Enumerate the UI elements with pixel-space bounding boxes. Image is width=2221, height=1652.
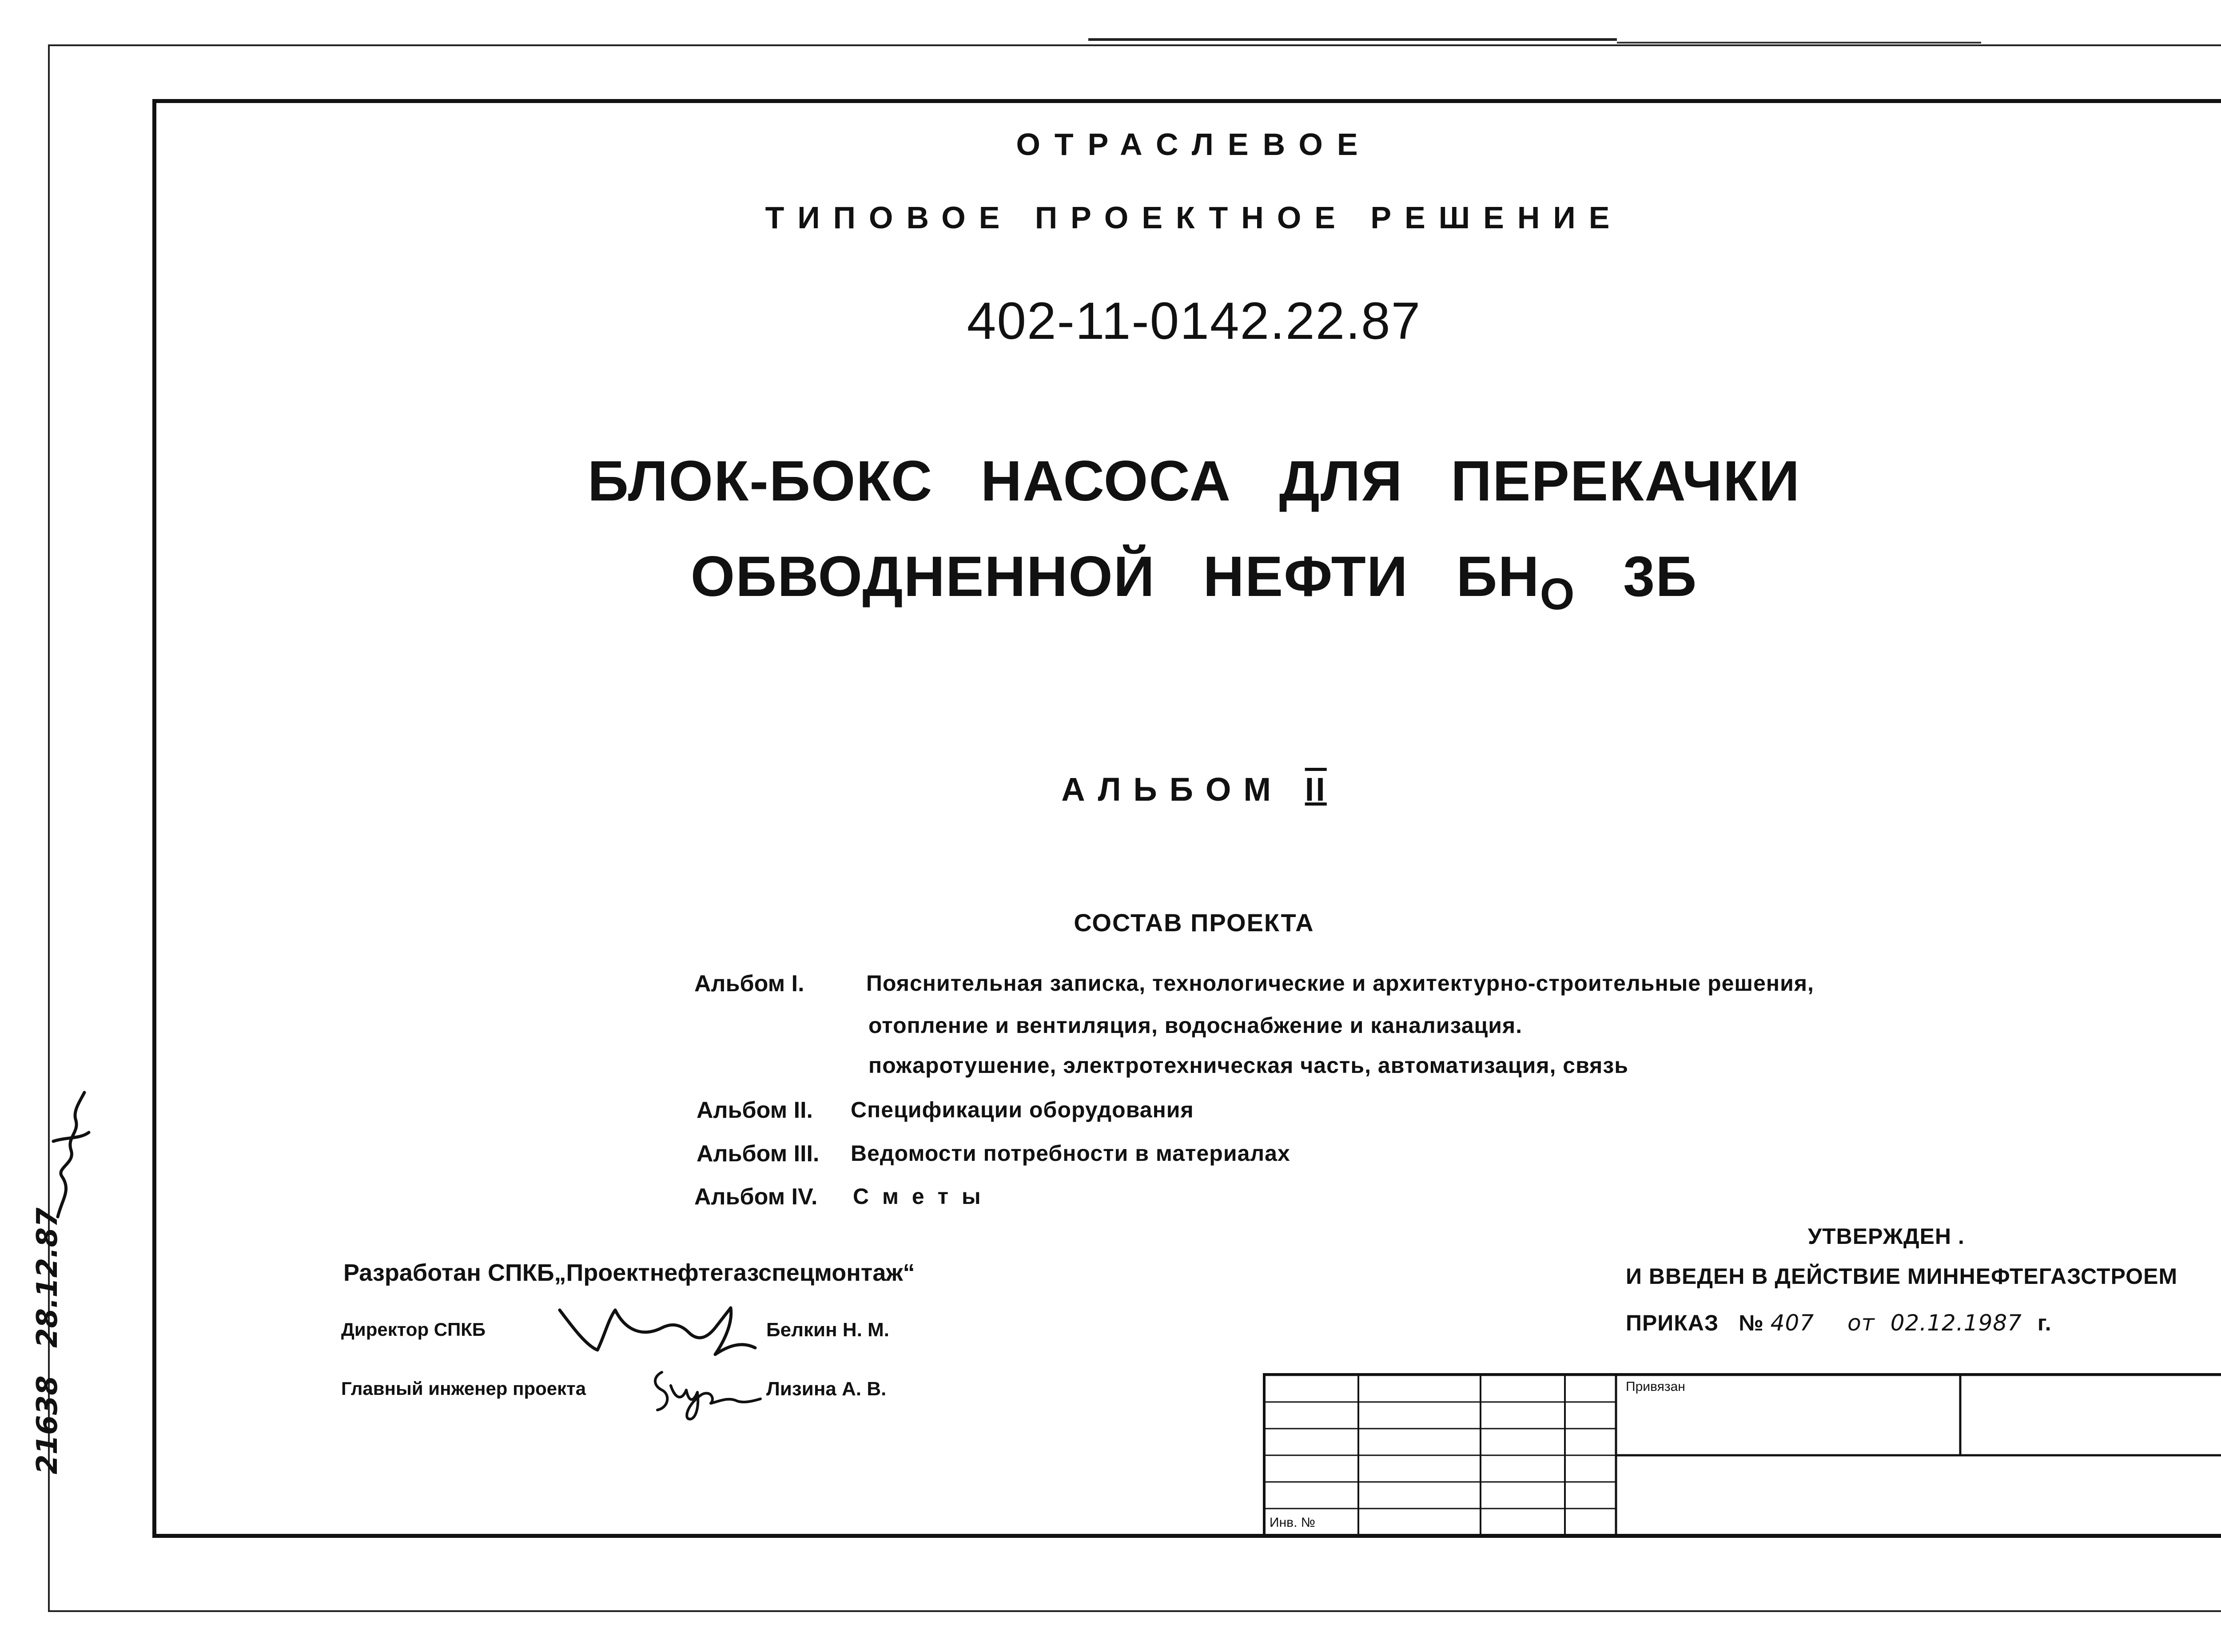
order-number: 407 — [1770, 1310, 1815, 1336]
top-edge-line — [1088, 38, 1617, 41]
attached-label: Привязан — [1626, 1379, 1685, 1394]
director-role: Директор СПКБ — [341, 1319, 486, 1340]
registration-date: 28.12.87 — [31, 1207, 64, 1348]
album-item-description: С м е т ы — [853, 1184, 984, 1209]
album-item-name: Альбом II. — [697, 1097, 813, 1123]
album-label — [152, 770, 2221, 808]
album-item-description: Спецификации оборудования — [851, 1097, 1194, 1122]
album-item-description: отопление и вентиляция, водоснабжение и канализация. — [868, 1013, 1523, 1038]
chief-engineer-role: Главный инженер проекта — [341, 1378, 586, 1399]
title-line2-subscript: О — [1540, 569, 1576, 619]
stamp-table — [1263, 1373, 2221, 1538]
project-title-line1: БЛОК-БОКС НАСОСА ДЛЯ ПЕРЕКАЧКИ — [587, 449, 1801, 513]
album-word: АЛЬБОМ — [1061, 771, 1284, 808]
album-item-name: Альбом I. — [694, 971, 804, 997]
margin-registration-note — [31, 1207, 64, 1474]
order-date: 02.12.1987 — [1890, 1310, 2022, 1336]
order-year-suffix: г. — [2037, 1310, 2052, 1335]
registration-number: 21638 — [31, 1375, 64, 1474]
order-label: ПРИКАЗ — [1626, 1310, 1719, 1335]
order-from: от — [1847, 1310, 1875, 1336]
inventory-number-label: Инв. № — [1270, 1515, 1315, 1530]
industry-header: ОТРАСЛЕВОЕ — [1016, 127, 1372, 162]
approval-order — [1626, 1310, 2052, 1336]
order-number-label: № — [1739, 1310, 1764, 1335]
director-name: Белкин Н. М. — [766, 1319, 890, 1341]
margin-signature — [44, 1088, 93, 1221]
developer-line: Разработан СПКБ„Проектнефтегазспецмонтаж“ — [343, 1259, 915, 1286]
album-item-name: Альбом III. — [697, 1141, 820, 1167]
album-item-description: пожаротушение, электротехническая часть, автоматизация, связь — [868, 1053, 1628, 1078]
title-line2-suffix: 3Б — [1575, 545, 1698, 608]
album-item-description: Пояснительная записка, технологические и архитектурно-строительные решения, — [866, 971, 1814, 996]
approval-line1: УТВЕРЖДЕН . — [1808, 1224, 1965, 1249]
title-line2-main: ОБВОДНЕННОЙ НЕФТИ БН — [690, 545, 1540, 608]
project-title-line2 — [152, 544, 2221, 620]
chief-engineer-signature — [644, 1359, 764, 1426]
top-edge-line — [1617, 42, 1981, 44]
document-code: 402-11-0142.22.87 — [967, 292, 1421, 350]
composition-heading: СОСТАВ ПРОЕКТА — [1074, 909, 1314, 937]
chief-engineer-name: Лизина А. В. — [766, 1378, 887, 1400]
album-item-description: Ведомости потребности в материалах — [851, 1141, 1290, 1166]
director-signature — [555, 1297, 760, 1368]
solution-type-header: ТИПОВОЕ ПРОЕКТНОЕ РЕШЕНИЕ — [765, 200, 1623, 235]
album-number: II — [1305, 771, 1327, 808]
approval-line2: И ВВЕДЕН В ДЕЙСТВИЕ МИННЕФТЕГАЗСТРОЕМ — [1626, 1264, 2178, 1289]
album-item-name: Альбом IV. — [694, 1184, 818, 1210]
